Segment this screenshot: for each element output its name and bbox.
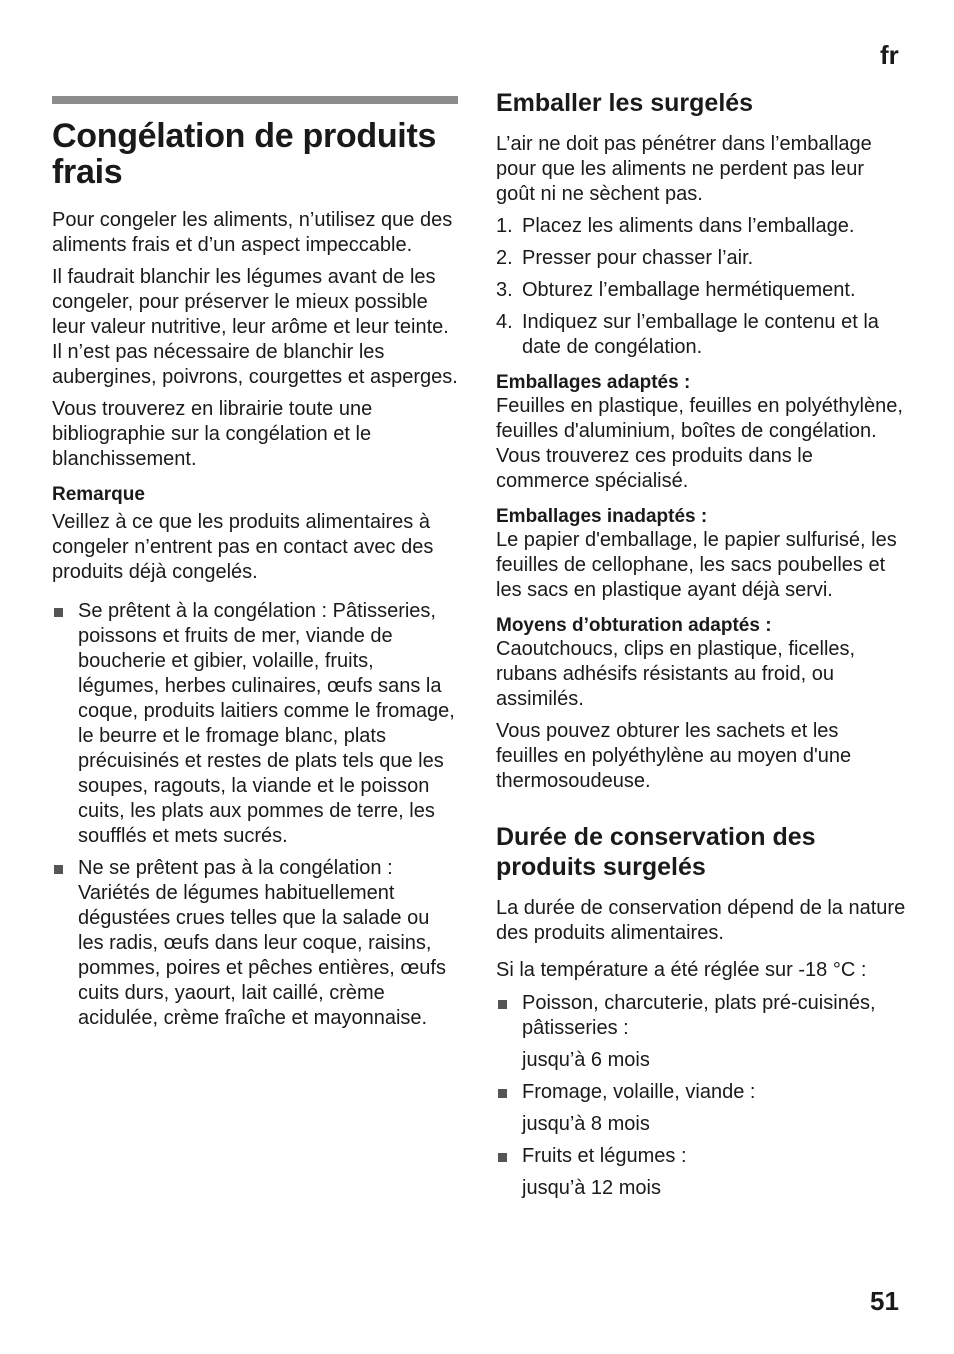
- note-title: Remarque: [52, 484, 145, 505]
- page-title: Congélation de produits frais: [52, 117, 437, 191]
- step-number: 3.: [496, 279, 513, 301]
- freezing-list: [52, 599, 458, 1031]
- step-text: Obturez l’emballage hermétiquement.: [522, 279, 856, 301]
- step-item: [496, 310, 906, 360]
- section-title-duration: Durée de conservation des produits surgelés: [496, 823, 816, 881]
- paragraph: L’air ne doit pas pénétrer dans l’emballage pour que les aliments ne perdent pas leur goût ni ne sèchent pas.: [496, 133, 872, 205]
- list-item-text: Ne se prêtent pas à la congélation : Variétés de légumes habituellement dégustées crues telles que la salade ou les radis, œufs dans leur coque, raisins, pommes, poires et pêches entières, œufs cuits durs, yaourt, lait caillé, crème acidulée, crème fraîche et mayonnaise.: [78, 857, 446, 1029]
- adapted-packaging-text-2: Vous trouverez ces produits dans le commerce spécialisé.: [496, 445, 813, 492]
- sealing-text: Vous pouvez obturer les sachets et les feuilles en polyéthylène au moyen d'une thermosoudeuse.: [496, 720, 852, 792]
- step-number: 1.: [496, 215, 513, 237]
- closures-label: Moyens d’obturation adaptés :: [496, 615, 772, 636]
- duration-value: jusqu’à 6 mois: [522, 1049, 650, 1071]
- paragraph: Vous trouverez en librairie toute une bibliographie sur la congélation et le blanchissement.: [52, 398, 373, 470]
- duration-value: jusqu’à 12 mois: [522, 1177, 661, 1199]
- square-bullet-icon: [498, 1153, 507, 1162]
- square-bullet-icon: [54, 608, 63, 617]
- adapted-packaging-text: Feuilles en plastique, feuilles en polyéthylène, feuilles d'aluminium, boîtes de congélation.: [496, 395, 903, 442]
- duration-list: [496, 1080, 906, 1105]
- step-item: [496, 246, 906, 271]
- duration-list: [496, 991, 906, 1041]
- paragraph: Il faudrait blanchir les légumes avant de les congeler, pour préserver le mieux possible leur valeur nutritive, leur arôme et leur teinte. Il n’est pas nécessaire de blanchir les aubergines, poivrons, courgettes et asperges.: [52, 266, 458, 388]
- step-text: Indiquez sur l’emballage le contenu et la date de congélation.: [522, 311, 879, 358]
- language-tag: fr: [880, 40, 899, 70]
- paragraph: Pour congeler les aliments, n’utilisez que des aliments frais et d’un aspect impeccable.: [52, 209, 453, 256]
- duration-item: [496, 1080, 906, 1105]
- list-item: [52, 856, 458, 1031]
- page-number: 51: [870, 1286, 899, 1316]
- closures-text: Caoutchoucs, clips en plastique, ficelles, rubans adhésifs résistants au froid, ou assimilés.: [496, 638, 856, 710]
- square-bullet-icon: [498, 1000, 507, 1009]
- step-text: Presser pour chasser l’air.: [522, 247, 754, 269]
- step-number: 4.: [496, 311, 513, 333]
- temperature-text: Si la température a été réglée sur -18 °C :: [496, 959, 867, 981]
- list-item: [52, 599, 458, 849]
- square-bullet-icon: [54, 865, 63, 874]
- section-rule: [52, 96, 458, 104]
- packaging-steps: [496, 214, 906, 360]
- duration-list: [496, 1144, 906, 1169]
- step-item: [496, 214, 906, 239]
- duration-item: [496, 991, 906, 1041]
- right-column: [496, 88, 906, 1208]
- note-text: Veillez à ce que les produits alimentaires à congeler n’entrent pas en contact avec des produits déjà congelés.: [52, 511, 434, 583]
- duration-intro: La durée de conservation dépend de la nature des produits alimentaires.: [496, 897, 906, 944]
- step-number: 2.: [496, 247, 513, 269]
- duration-item: [496, 1144, 906, 1169]
- list-item-text: Se prêtent à la congélation : Pâtisseries, poissons et fruits de mer, viande de boucherie et gibier, volaille, fruits, légumes, herbes culinaires, œufs sans la coque, produits laitiers comme le fromage, le beurre et le fromage blanc, plats précuisinés et restes de plats tels que les soupes, ragouts, la viande et le poisson cuits, les plats aux pommes de terre, les soufflés et mets sucrés.: [78, 600, 455, 847]
- duration-value: jusqu’à 8 mois: [522, 1113, 650, 1135]
- step-item: [496, 278, 906, 303]
- adapted-packaging-label: Emballages adaptés :: [496, 372, 691, 393]
- left-column: [52, 96, 458, 1038]
- square-bullet-icon: [498, 1089, 507, 1098]
- duration-label: Poisson, charcuterie, plats pré-cuisinés, pâtisseries :: [522, 992, 876, 1039]
- unsuitable-packaging-label: Emballages inadaptés :: [496, 506, 708, 527]
- section-title-packaging: Emballer les surgelés: [496, 89, 754, 117]
- duration-label: Fromage, volaille, viande :: [522, 1081, 756, 1103]
- duration-label: Fruits et légumes :: [522, 1145, 687, 1167]
- step-text: Placez les aliments dans l’emballage.: [522, 215, 855, 237]
- unsuitable-packaging-text: Le papier d'emballage, le papier sulfurisé, les feuilles de cellophane, les sacs poubelles et les sacs en plastique ayant déjà servi.: [496, 529, 897, 601]
